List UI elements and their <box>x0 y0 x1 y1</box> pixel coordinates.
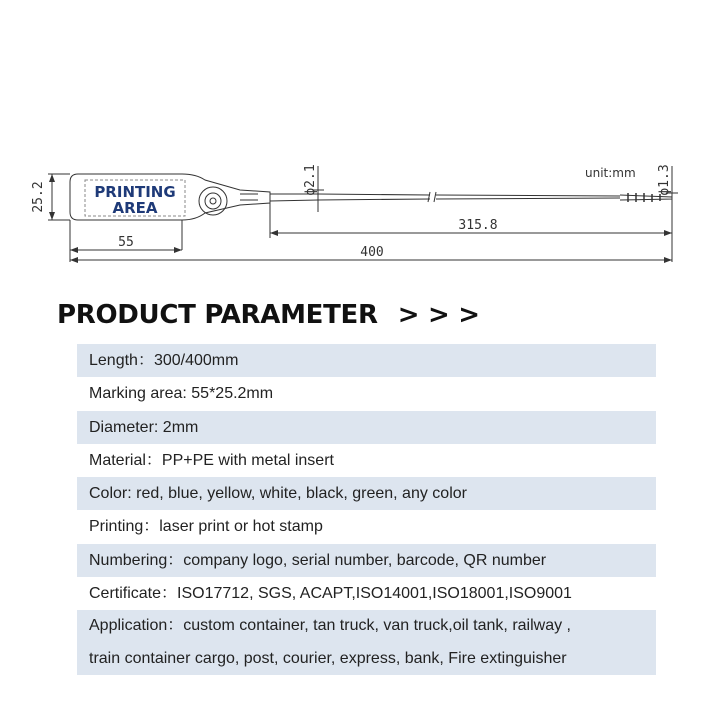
dim-tail-length: 315.8 <box>458 218 498 233</box>
dim-diameter-body: ϕ2.1 <box>303 164 318 196</box>
printing-label-line1: PRINTING <box>94 183 176 201</box>
dim-diameter-tip: ϕ1.3 <box>657 164 672 196</box>
dim-marking-width: 55 <box>118 235 134 250</box>
parameter-table <box>77 344 656 675</box>
param-row-material: Material：PP+PE with metal insert <box>89 451 334 469</box>
param-row-application <box>77 610 656 675</box>
param-row-certificate: Certificate：ISO17712, SGS, ACAPT,ISO14001,ISO18001,ISO9001 <box>89 585 572 603</box>
dim-height: 25.2 <box>31 181 46 213</box>
param-row-length: Length：300/400mm <box>77 344 656 377</box>
param-row-diameter: Diameter: 2mm <box>77 411 656 444</box>
lock-head-inner <box>210 198 216 204</box>
printing-label-line2: AREA <box>112 199 158 217</box>
application-line-1: Application：custom container, tan truck, van truck,oil tank, railway , <box>89 617 571 635</box>
section-heading <box>57 300 480 330</box>
lock-head-mid <box>205 193 221 209</box>
param-row-marking-area: Marking area: 55*25.2mm <box>89 385 274 403</box>
heading-title: PRODUCT PARAMETER <box>57 300 378 330</box>
application-line-2: train container cargo, post, courier, express, bank, Fire extinguisher <box>89 649 567 667</box>
param-row-printing: Printing：laser print or hot stamp <box>89 518 323 536</box>
technical-drawing <box>0 0 720 290</box>
strap-tail <box>270 194 430 201</box>
unit-label: unit:mm <box>585 166 636 180</box>
param-row-color: Color: red, blue, yellow, white, black, green, any color <box>77 477 656 510</box>
heading-arrows: > > > <box>397 300 480 330</box>
dim-total-length: 400 <box>360 245 384 260</box>
param-row-numbering: Numbering：company logo, serial number, barcode, QR number <box>77 544 656 577</box>
